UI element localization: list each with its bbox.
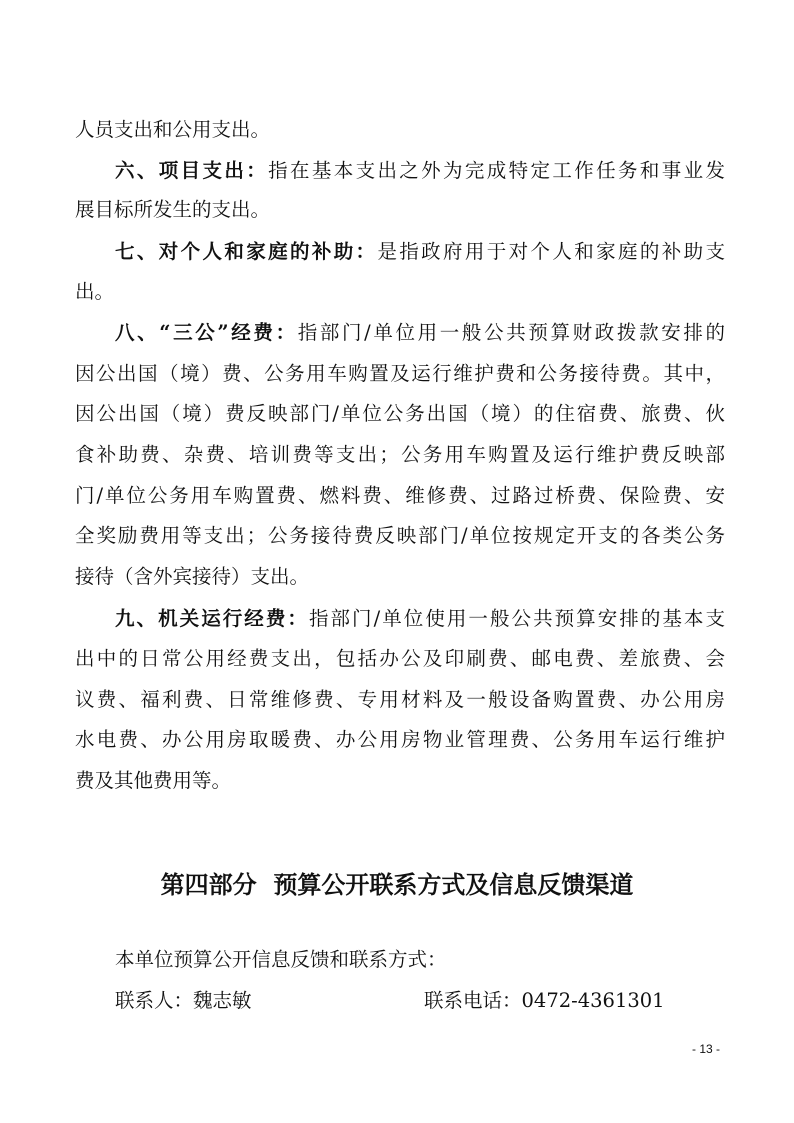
contact-phone-label: 联系电话：: [424, 989, 522, 1012]
contact-phone-number: 0472-4361301: [521, 989, 665, 1012]
paragraph-line: [115, 240, 725, 264]
paragraph-line: [115, 159, 725, 183]
paragraph-line: 展目标所发生的支出。: [75, 198, 271, 221]
paragraph-line: 费及其他费用等。: [75, 769, 232, 792]
paragraph-line: 出。: [75, 280, 115, 303]
paragraph-line: 食补助费、杂费、培训费等支出；公务用车购置及运行维护费反映部: [75, 443, 725, 466]
paragraph-line: 因公出国（境）费、公务用车购置及运行维护费和公务接待费。其中，: [75, 362, 725, 385]
paragraph-line: 门/单位公务用车购置费、燃料费、维修费、过路过桥费、保险费、安: [75, 484, 725, 507]
paragraph-line: 人员支出和公用支出。: [75, 118, 271, 141]
paragraph-line: 出中的日常公用经费支出，包括办公及印刷费、邮电费、差旅费、会: [75, 647, 725, 670]
paragraph-line: [115, 607, 725, 631]
contact-phone: [424, 989, 665, 1013]
paragraph-title: 七、对个人和家庭的补助：: [115, 240, 378, 263]
contact-intro: 本单位预算公开信息反馈和联系方式：: [115, 948, 447, 971]
paragraph-title: 九、机关运行经费：: [115, 607, 309, 630]
paragraph-title: 八、“三公”经费：: [115, 321, 298, 344]
paragraph-text: 是指政府用于对个人和家庭的补助支: [377, 240, 725, 263]
contact-person-label: 联系人：: [115, 989, 194, 1012]
paragraph-line: 议费、福利费、日常维修费、专用材料及一般设备购置费、办公用房: [75, 688, 725, 711]
page-number: - 13 -: [691, 1042, 720, 1056]
contact-person-name: 魏志敏: [193, 989, 252, 1012]
paragraph-line: 水电费、办公用房取暖费、办公用房物业管理费、公务用车运行维护: [75, 728, 725, 751]
paragraph-line: [115, 321, 725, 345]
paragraph-line: 全奖励费用等支出；公务接待费反映部门/单位按规定开支的各类公务: [75, 524, 725, 547]
paragraph-text: 指部门/单位使用一般公共预算安排的基本支: [308, 607, 725, 630]
paragraph-line: 因公出国（境）费反映部门/单位公务出国（境）的住宿费、旅费、伙: [75, 402, 725, 425]
section-heading: 第四部分 预算公开联系方式及信息反馈渠道: [160, 870, 634, 899]
contact-person: [115, 989, 252, 1013]
paragraph-line: 接待（含外宾接待）支出。: [75, 565, 310, 588]
paragraph-text: 指在基本支出之外为完成特定工作任务和事业发: [268, 159, 725, 182]
paragraph-text: 指部门/单位用一般公共预算财政拨款安排的: [297, 321, 725, 344]
paragraph-title: 六、项目支出：: [115, 159, 269, 182]
